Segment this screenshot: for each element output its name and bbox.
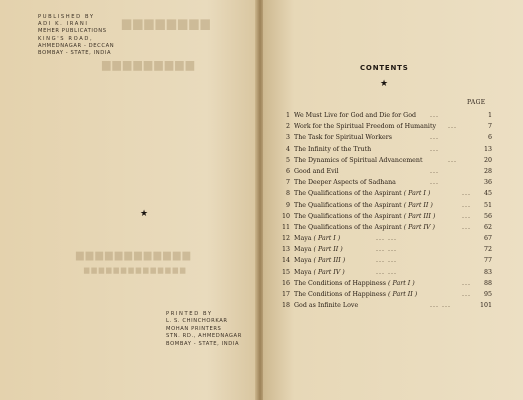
toc-entry-part: ( Part II ) (388, 291, 418, 298)
toc-entry (280, 144, 492, 155)
toc-entry (280, 255, 492, 266)
show-through-shadow: ▆▆▆▆▆▆▆▆▆ (100, 58, 195, 71)
toc-entry (280, 289, 492, 300)
toc-entry-number: 14 (281, 257, 290, 265)
toc-entry-title: Work for the Spiritual Freedom of Humanity (294, 123, 437, 131)
toc-entry-number: 10 (281, 212, 290, 220)
toc-entry-page: 77 (483, 257, 492, 265)
toc-entry-leader: ... ... (376, 268, 398, 276)
toc-entry-number: 5 (285, 156, 290, 164)
toc-entry-page: 51 (483, 201, 492, 209)
toc-entry-page: 72 (483, 246, 492, 254)
toc-entry-number: 2 (285, 123, 290, 131)
toc-entry-title: The Qualifications of the Aspirant ( Part I ) (294, 190, 431, 198)
toc-entry-page: 1 (487, 112, 492, 119)
show-through-shadow: ▆▆▆▆▆▆▆▆▆▆▆▆▆▆ (82, 266, 186, 274)
toc-entry-number: 17 (281, 291, 290, 298)
toc-entry-title: The Conditions of Happiness ( Part II ) (294, 291, 418, 298)
toc-entry-part: ( Part I ) (388, 279, 415, 287)
toc-entry-leader: ... (430, 145, 440, 153)
toc-entry-number: 12 (281, 235, 290, 243)
toc-entry-leader: ... (462, 291, 472, 298)
toc-entry-leader: ... (430, 112, 440, 119)
toc-entry (280, 267, 492, 278)
toc-entry-number: 9 (285, 201, 290, 209)
printer-state: BOMBAY - STATE, INDIA (166, 340, 240, 347)
toc-entry-title: The Task for Spiritual Workers (294, 134, 392, 142)
toc-entry (280, 166, 492, 177)
toc-entry-leader: ... (462, 201, 472, 209)
contents-heading: CONTENTS (360, 64, 409, 72)
toc-entry-number: 13 (281, 246, 290, 254)
toc-entry-leader: ... ... (376, 257, 398, 265)
toc-entry-page: 45 (483, 190, 492, 198)
publisher-state: BOMBAY - STATE, INDIA (38, 50, 112, 57)
toc-entry (280, 132, 492, 143)
toc-entry (280, 278, 492, 289)
toc-entry-part: ( Part IV ) (313, 268, 345, 276)
toc-entry-page: 7 (487, 123, 492, 131)
toc-entry-leader: ... ... (430, 302, 452, 310)
printer-name: L. S. CHINCHORKAR (166, 318, 228, 325)
toc-entry-leader: ... (448, 123, 458, 131)
toc-entry-page: 95 (483, 291, 492, 298)
toc-entry-leader: ... (448, 156, 458, 164)
publisher-name: ADI K. IRANI (38, 21, 89, 28)
toc-entry-page: 13 (483, 145, 492, 153)
toc-entry-part: ( Part II ) (403, 201, 433, 209)
toc-entry-page: 6 (487, 134, 492, 142)
toc-entry-leader: ... (462, 279, 472, 287)
toc-entry (280, 200, 492, 211)
toc-entry-part: ( Part I ) (313, 235, 341, 243)
toc-entry-leader: ... (430, 167, 440, 175)
toc-entry-part: ( Part II ) (313, 246, 343, 254)
toc-entry-page: 56 (483, 212, 492, 220)
toc-entry-page: 67 (483, 235, 492, 243)
toc-entry-page: 88 (483, 279, 492, 287)
toc-entry-page: 36 (483, 179, 492, 187)
toc-entry-part: ( Part III ) (403, 212, 436, 220)
show-through-shadow: ▆▆▆▆▆▆▆▆▆▆▆▆ (74, 250, 191, 261)
star-ornament-icon: ★ (140, 209, 149, 219)
toc-entry-title: Maya ( Part II ) (294, 246, 343, 254)
toc-entry-leader: ... (462, 212, 472, 220)
toc-entry-title: The Qualifications of the Aspirant ( Part IV ) (294, 223, 435, 231)
toc-entry-leader: ... (430, 179, 440, 187)
toc-entry (280, 121, 492, 132)
toc-entry-title: We Must Live for God and Die for God (294, 112, 417, 119)
toc-entry-page: 62 (483, 223, 492, 231)
toc-entry-number: 16 (281, 279, 290, 287)
toc-entry-number: 4 (285, 145, 290, 153)
toc-entry (280, 211, 492, 222)
toc-entry (280, 188, 492, 199)
toc-entry (280, 110, 492, 121)
toc-entry-title: God as Infinite Love (294, 302, 359, 310)
toc-entry-part: ( Part IV ) (403, 223, 435, 231)
toc-entry-page: 28 (483, 167, 492, 175)
toc-entry (280, 244, 492, 255)
toc-entry-number: 1 (285, 112, 290, 119)
star-ornament-icon: ★ (380, 79, 389, 89)
printer-org: MOHAN PRINTERS (166, 325, 222, 332)
toc-entry-number: 6 (285, 167, 290, 175)
page-column-header: PAGE (467, 99, 486, 106)
toc-entry-number: 8 (285, 190, 290, 198)
publisher-label: PUBLISHED BY (38, 14, 95, 20)
toc-entry-title: The Qualifications of the Aspirant ( Part III ) (294, 212, 436, 220)
toc-entry-number: 7 (285, 179, 290, 187)
toc-entry-title: Maya ( Part I ) (294, 235, 341, 243)
toc-entry (280, 155, 492, 166)
toc-entry-title: Good and Evil (294, 167, 339, 175)
toc-entry (280, 300, 492, 311)
publisher-street: KING'S ROAD, (38, 35, 94, 42)
toc-entry-leader: ... (430, 134, 440, 142)
toc-entry-title: The Qualifications of the Aspirant ( Part II ) (294, 201, 433, 209)
publisher-org: MEHER PUBLICATIONS (38, 28, 107, 35)
toc-entry-title: The Infinity of the Truth (294, 145, 372, 153)
toc-entry-part: ( Part III ) (313, 257, 346, 265)
toc-entry (280, 222, 492, 233)
toc-entry-part: ( Part I ) (403, 190, 431, 198)
toc-entry-title: The Deeper Aspects of Sadhana (294, 179, 396, 187)
toc-entry-number: 11 (281, 223, 290, 231)
toc-entry-page: 83 (483, 268, 492, 276)
toc-entry-leader: ... ... (376, 235, 398, 243)
printer-block (166, 311, 242, 348)
toc-entry-title: The Dynamics of Spiritual Advancement (294, 156, 423, 164)
toc-entry-number: 3 (285, 134, 290, 142)
toc-entry-title: Maya ( Part IV ) (294, 268, 345, 276)
toc-entry-leader: ... (462, 190, 472, 198)
toc-entry-title: The Conditions of Happiness ( Part I ) (294, 279, 415, 287)
printer-street: STN. RD., AHMEDNAGAR (166, 333, 242, 340)
show-through-shadow: ▆▆▆▆▆▆▆▆ (120, 16, 210, 30)
publisher-block (38, 14, 114, 57)
toc-entry-leader: ... ... (376, 246, 398, 254)
toc-entry (280, 177, 492, 188)
toc-entry-leader: ... (462, 223, 472, 231)
publisher-city: AHMEDNAGAR - DECCAN (38, 42, 115, 49)
toc-entry-page: 20 (483, 156, 492, 164)
printer-label: PRINTED BY (166, 311, 213, 317)
toc-entry-title: Maya ( Part III ) (294, 257, 346, 265)
left-page (0, 0, 259, 400)
toc-entry-number: 18 (281, 302, 290, 310)
toc-entry (280, 233, 492, 244)
toc-entry-page: 101 (479, 302, 492, 310)
toc-entry-number: 15 (281, 268, 290, 276)
table-of-contents (280, 110, 492, 311)
